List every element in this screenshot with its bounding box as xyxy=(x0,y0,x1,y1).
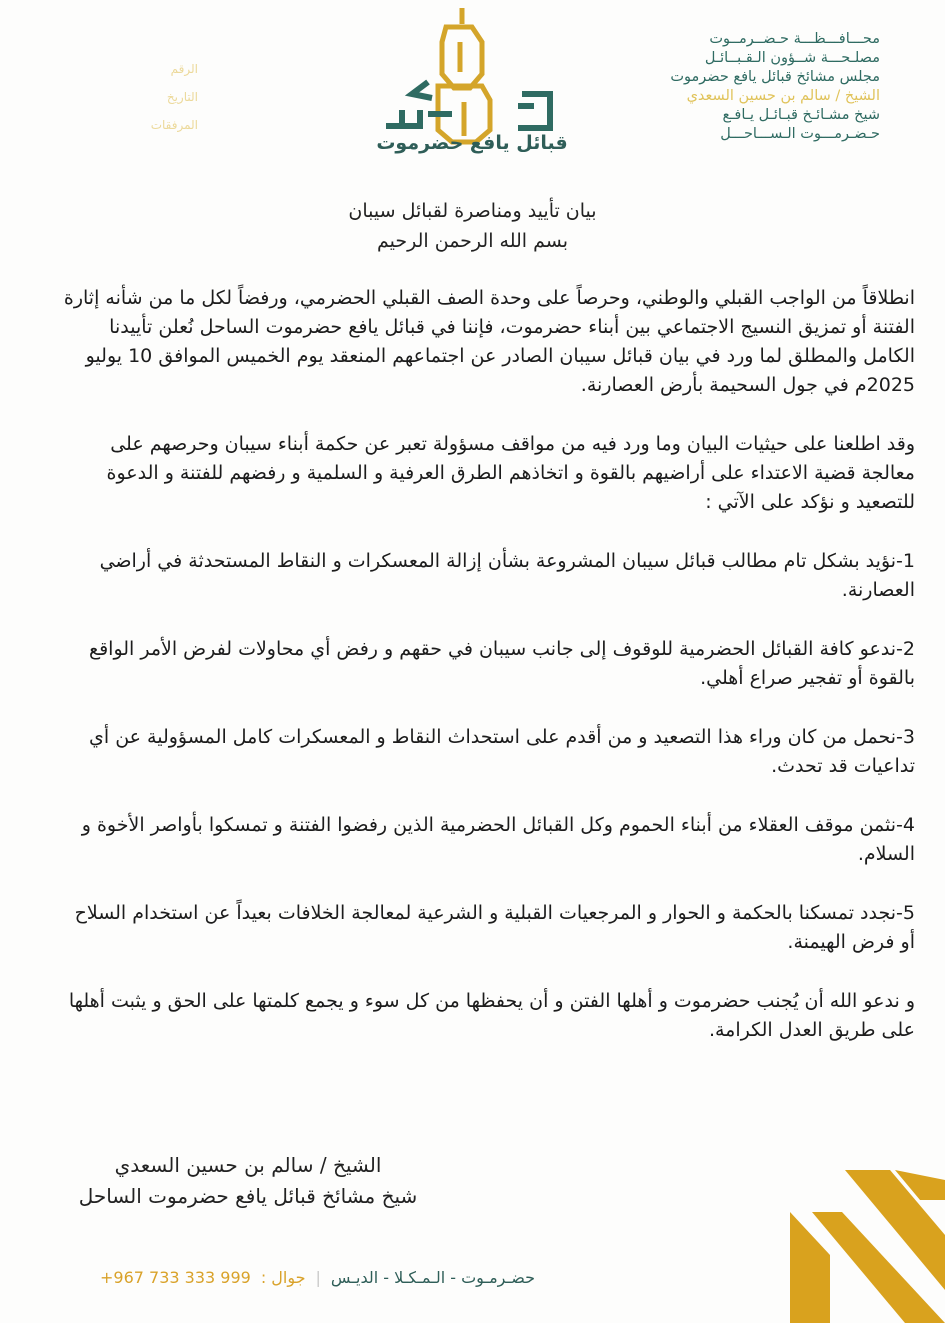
org-line-tribal-affairs: مصلـحـــة شــؤون الـقـبــائـل xyxy=(704,50,880,66)
closing-prayer: و ندعو الله أن يُجنب حضرموت و أهلها الفتن و أن يحفظها من كل سوء و يجمع كلمتها على الحق و يثبت أهلها على طريق العدل الكرامة. xyxy=(68,990,915,1041)
footer-contact xyxy=(100,1268,535,1287)
org-line-council: مجلس مشائخ قبائل يافع حضرموت xyxy=(670,69,880,85)
statement-title: بيان تأييد ومناصرة لقبائل سيبان xyxy=(348,200,597,222)
logo-caption: قبائل يافع حضرموت xyxy=(376,132,568,154)
reference-fields xyxy=(118,55,198,139)
signatory-title: شيخ مشائخ قبائل يافع حضرموت الساحل xyxy=(78,1184,418,1208)
list-item: 4-نثمن موقف العقلاء من أبناء الحموم وكل القبائل الحضرمية الذين رفضوا الفتنة و تمسكوا بأواصر الأخوة و السلام. xyxy=(81,814,915,865)
intro-paragraph: انطلاقاً من الواجب القبلي والوطني، وحرصاً على وحدة الصف القبلي الحضرمي، ورفضاً لكل ما من شأنه إثارة الفتنة أو تمزيق النسيج الاجتماعي بين أبناء حضرموت، فإننا في قبائل يافع حضرموت الساحل نُعلن تأييدنا الكامل والمطلق لما ورد في بيان قبائل سيبان الصادر عن اجتماعهم المنعقد يوم الخميس الموافق 10 يوليو 2025م في جول السحيمة بأرض العصارنة. xyxy=(63,287,915,396)
footer-address: حضـرمـوت - الـمـكـلا - الديـس xyxy=(330,1268,535,1287)
signatory-name: الشيخ / سالم بن حسين السعدي xyxy=(114,1153,382,1177)
ref-attachments-label: المرفقات xyxy=(150,118,198,132)
context-paragraph: وقد اطلعنا على حيثيات البيان وما ورد فيه من مواقف مسؤولة تعبر عن حكمة أبناء سيبان وحرصهم على معالجة قضية الاعتداء على أراضيهم بالقوة و اتخاذهم الطرق العرفية و السلمية و رفضهم للفتنة و الدعوة للتصعيد و نؤكد على الآتي : xyxy=(106,433,915,513)
list-item: 5-نجدد تمسكنا بالحكمة و الحوار و المرجعيات القبلية و الشرعية لمعالجة الخلافات بعيداً عن استخدام السلاح أو فرض الهيمنة. xyxy=(74,902,915,953)
footer-separator: | xyxy=(315,1268,321,1287)
ref-date-label: التاريخ xyxy=(166,90,198,104)
list-item: 2-ندعو كافة القبائل الحضرمية للوقوف إلى جانب سيبان في حقهم و رفض أي محاولات لفرض الأمر الواقع بالقوة أو تفجير صراع أهلي. xyxy=(88,638,915,689)
document-title xyxy=(0,196,945,256)
list-item: 3-نحمل من كان وراء هذا التصعيد و من أقدم على استحداث النقاط و المعسكرات كامل المسؤولية عن أي تداعيات قد تحدث. xyxy=(89,726,915,777)
org-line-governorate: محـــافـــظـــة حـضــرمــوت xyxy=(709,31,880,47)
basmala: بسم الله الرحمن الرحيم xyxy=(377,230,568,252)
org-line-sheikh-name: الشيخ / سالم بن حسين السعدي xyxy=(686,88,880,104)
list-item: 1-نؤيد بشكل تام مطالب قبائل سيبان المشروعة بشأن إزالة المعسكرات و النقاط المستحدثة في أراضي العصارنة. xyxy=(99,550,915,601)
phone-label: جوال : xyxy=(260,1268,306,1287)
phone-number[interactable]: +967 733 333 999 xyxy=(100,1268,251,1287)
signature-block xyxy=(48,1150,448,1212)
organization-header xyxy=(650,30,880,144)
ref-number-label: الرقم xyxy=(170,62,198,76)
decorative-chevrons-icon xyxy=(760,1150,945,1323)
statement-body xyxy=(62,284,915,1045)
org-line-sheikh-title: شيخ مشـائـخ قبـائـل يـافـع xyxy=(722,107,880,123)
org-line-region: حـضـرمـــوت الـســـاحـــل xyxy=(720,126,880,142)
